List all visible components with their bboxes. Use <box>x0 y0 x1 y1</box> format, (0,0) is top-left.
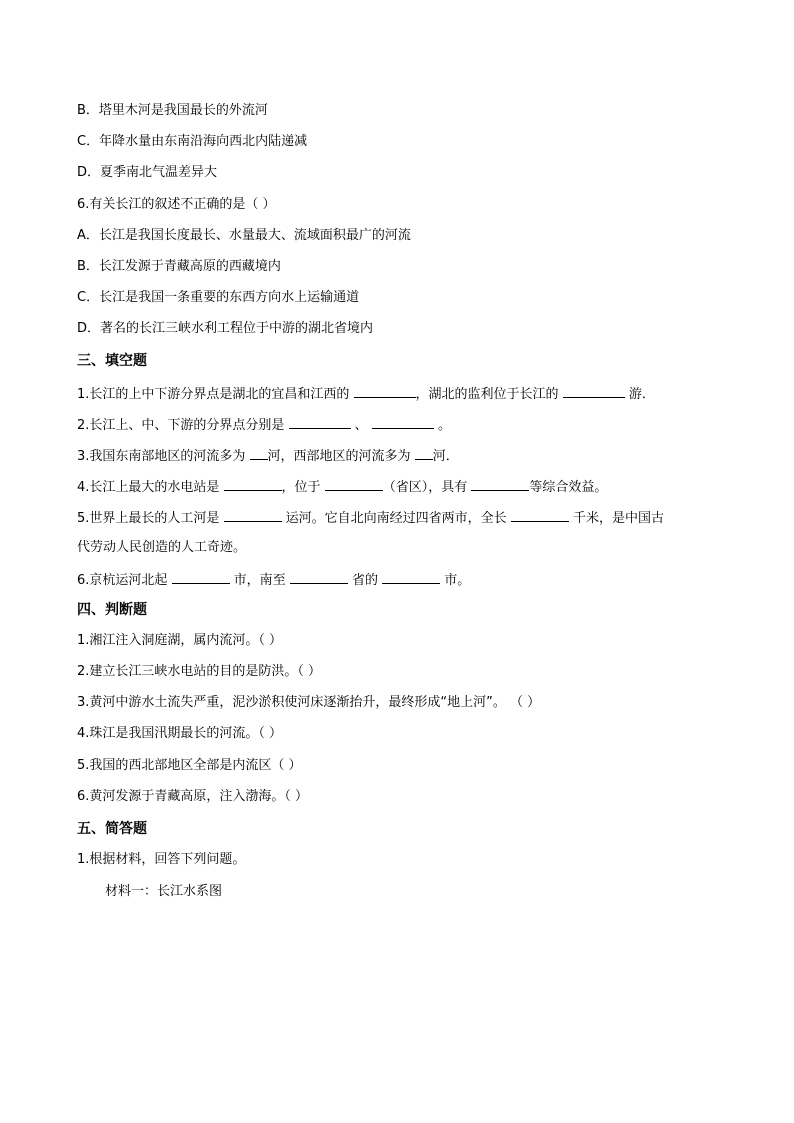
fill-q5-text-a: 5.世界上最长的人工河是 <box>77 511 224 526</box>
judge-item-5: 5.我国的西北部地区全部是内流区（ ） <box>77 758 302 773</box>
fill-q5-continuation: 代劳动人民创造的人工奇迹。 <box>77 540 247 555</box>
fill-q4-text-c: （省区），具有 <box>382 480 472 495</box>
fill-q2-blank-2 <box>372 415 434 429</box>
fill-q6-blank-2 <box>290 570 348 584</box>
fill-q2-blank-1 <box>289 415 351 429</box>
fill-heading: 三、填空题 <box>77 353 147 369</box>
fill-q1 <box>77 384 655 402</box>
fill-q4-text-b: ，位于 <box>281 480 325 495</box>
fill-q3-text-c: 河． <box>432 449 459 464</box>
fill-q4-text-d: 等综合效益。 <box>529 480 608 495</box>
judge-item-4: 4.珠江是我国汛期最长的河流。（ ） <box>77 726 283 741</box>
fill-q2-text-a: 2.长江上、中、下游的分界点分别是 <box>77 418 289 433</box>
fill-q6-blank-3 <box>382 570 440 584</box>
fill-q2-text-c: 。 <box>433 418 451 433</box>
judge-item-3: 3.黄河中游水土流失严重，泥沙淤积使河床逐渐抬升，最终形成“地上河”。 （ ） <box>77 695 541 710</box>
fill-q6-text-c: 省的 <box>347 573 383 588</box>
fill-q4-blank-2 <box>325 477 383 491</box>
fill-q3-blank-2 <box>415 446 433 460</box>
material-label: 材料一：长江水系图 <box>105 884 223 899</box>
fill-q1-text-b: ，湖北的监利位于长江的 <box>415 387 563 402</box>
short-q1: 1.根据材料，回答下列问题。 <box>77 852 246 867</box>
fill-q5-text-c: 千米，是中国古 <box>568 511 664 526</box>
fill-q3-text-b: 河，西部地区的河流多为 <box>267 449 415 464</box>
fill-q6-text-b: 市，南至 <box>229 573 290 588</box>
q5-option-b: B．塔里木河是我国最长的外流河 <box>77 103 268 118</box>
judge-item-1: 1.湘江注入洞庭湖，属内流河。（ ） <box>77 633 283 648</box>
fill-q3-blank-1 <box>250 446 268 460</box>
fill-q4-blank-1 <box>224 477 282 491</box>
judge-item-2: 2.建立长江三峡水电站的目的是防洪。（ ） <box>77 664 322 679</box>
fill-q6 <box>77 570 470 588</box>
fill-q1-blank-2 <box>563 384 625 398</box>
fill-q1-blank-1 <box>354 384 416 398</box>
fill-q3 <box>77 446 459 464</box>
fill-q2 <box>77 415 451 433</box>
judge-item-6: 6.黄河发源于青藏高原，注入渤海。（ ） <box>77 789 309 804</box>
fill-q6-blank-1 <box>172 570 230 584</box>
judge-heading: 四、判断题 <box>77 602 147 618</box>
fill-q5-blank-1 <box>224 508 282 522</box>
q6-option-b: B．长江发源于青藏高原的西藏境内 <box>77 259 281 274</box>
q6-option-a: A．长江是我国长度最长、水量最大、流域面积最广的河流 <box>77 228 411 243</box>
fill-q2-text-b: 、 <box>350 418 372 433</box>
fill-q5 <box>77 508 664 526</box>
q6-option-c: C．长江是我国一条重要的东西方向水上运输通道 <box>77 290 360 305</box>
fill-q5-blank-2 <box>511 508 569 522</box>
fill-q1-text-a: 1.长江的上中下游分界点是湖北的宜昌和江西的 <box>77 387 354 402</box>
q6-stem: 6.有关长江的叙述不正确的是（ ） <box>77 197 276 212</box>
fill-q3-text-a: 3.我国东南部地区的河流多为 <box>77 449 250 464</box>
q6-option-d: D．著名的长江三峡水利工程位于中游的湖北省境内 <box>77 321 374 336</box>
fill-q4 <box>77 477 607 495</box>
q5-option-c: C．年降水量由东南沿海向西北内陆递减 <box>77 134 308 149</box>
q5-option-d: D．夏季南北气温差异大 <box>77 165 218 180</box>
fill-q5-text-b: 运河。它自北向南经过四省两市，全长 <box>281 511 511 526</box>
short-heading: 五、简答题 <box>77 821 147 837</box>
fill-q4-blank-3 <box>471 477 529 491</box>
fill-q4-text-a: 4.长江上最大的水电站是 <box>77 480 224 495</box>
fill-q1-text-c: 游． <box>624 387 655 402</box>
fill-q6-text-d: 市。 <box>440 573 471 588</box>
fill-q6-text-a: 6.京杭运河北起 <box>77 573 172 588</box>
